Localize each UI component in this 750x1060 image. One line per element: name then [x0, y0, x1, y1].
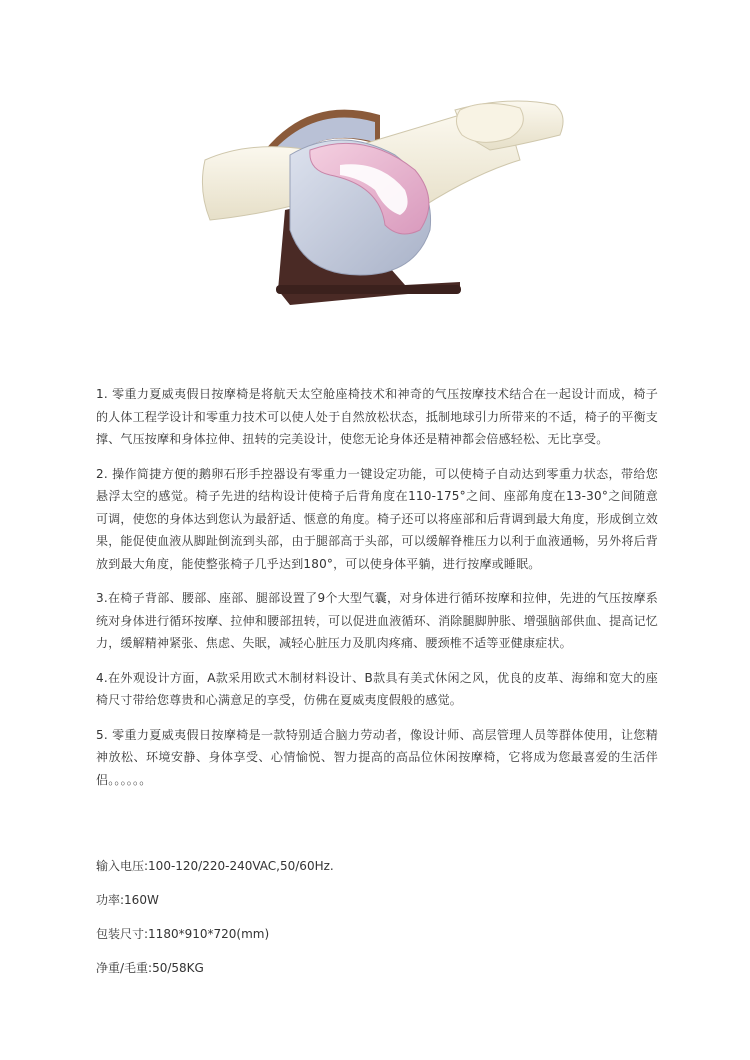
spec-power: 功率:160W [96, 893, 159, 907]
description-paragraph-4: 4.在外观设计方面，A款采用欧式木制材料设计、B款具有美式休闲之风，优良的皮革、海绵和宽大的座椅尺寸带给您尊贵和心满意足的享受，仿佛在夏威夷度假般的感觉。 [96, 670, 658, 707]
spec-package-size: 包装尺寸:1180*910*720(mm) [96, 927, 270, 941]
product-specs [96, 858, 658, 994]
spec-voltage: 输入电压:100-120/220-240VAC,50/60Hz. [96, 859, 334, 873]
massage-chair-image [190, 90, 580, 325]
description-paragraph-5: 5. 零重力夏威夷假日按摩椅是一款特别适合脑力劳动者，像设计师、高层管理人员等群体使用，让您精神放松、环境安静、身体享受、心情愉悦、智力提高的高品位休闲按摩椅，它将成为您最喜爱的生活伴侣。。。。。。 [96, 727, 658, 787]
description-paragraph-3: 3.在椅子背部、腰部、座部、腿部设置了9个大型气囊，对身体进行循环按摩和拉伸，先进的气压按摩系统对身体进行循环按摩、拉伸和腰部扭转，可以促进血液循环、消除腿脚肿胀、增强脑部供血、提高记忆力，缓解精神紧张、焦虑、失眠，减轻心脏压力及肌肉疼痛、腰颈椎不适等亚健康症状。 [96, 591, 658, 650]
product-description [96, 383, 658, 803]
spec-weight: 净重/毛重:50/58KG [96, 961, 204, 975]
chair-foot-bar [276, 285, 461, 294]
description-paragraph-2: 2. 操作简捷方便的鹅卵石形手控器设有零重力一键设定功能，可以使椅子自动达到零重力状态，带给您悬浮太空的感觉。椅子先进的结构设计使椅子后背角度在110-175°之间、座部角度在13-30°之间随意可调，使您的身体达到您认为最舒适、惬意的角度。椅子还可以将座部和后背调到最大角度，形成倒立效果，能促使血液从脚趾倒流到头部，由于腿部高于头部，可以缓解脊椎压力以利于血液通畅，另外将后背放到最大角度，能使整张椅子几乎达到180°，可以使身体平躺，进行按摩或睡眠。 [96, 466, 658, 571]
description-paragraph-1: 1. 零重力夏威夷假日按摩椅是将航天太空舱座椅技术和神奇的气压按摩技术结合在一起设计而成，椅子的人体工程学设计和零重力技术可以使人处于自然放松状态，抵制地球引力所带来的不适，椅子的平衡支撑、气压按摩和身体拉伸、扭转的完美设计，使您无论身体还是精神都会倍感轻松、无比享受。 [96, 387, 658, 446]
